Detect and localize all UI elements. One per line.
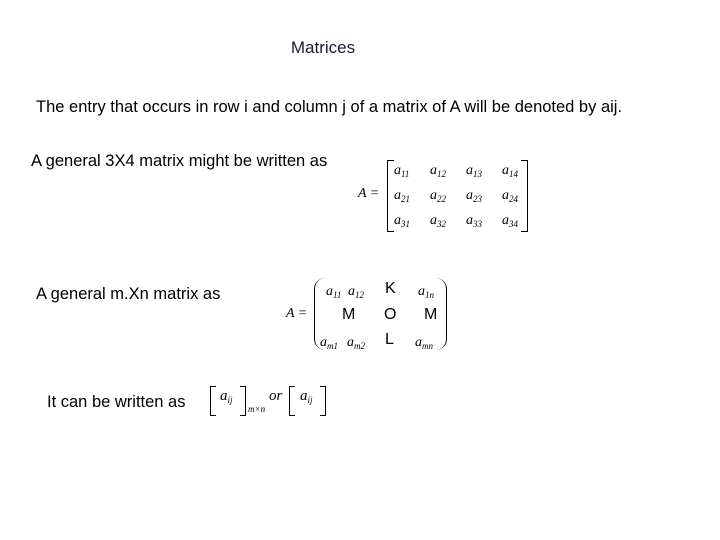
mxn-cell-a12: $a_{12}$ <box>348 284 364 300</box>
matrix-3x4-cell: $a_{33}$ <box>466 213 482 229</box>
mxn-cell-amn: $a_{mn}$ <box>415 335 433 351</box>
compact-element-2: $a_{ij}$ <box>300 388 313 405</box>
compact-left-bracket-1 <box>210 386 216 416</box>
mxn-cell-am2: $a_{m2}$ <box>347 335 365 351</box>
matrix-3x4-cell: $a_{21}$ <box>394 188 410 204</box>
compact-right-bracket-1 <box>240 386 246 416</box>
compact-left-bracket-2 <box>289 386 295 416</box>
mxn-ddots: O <box>384 306 397 323</box>
matrix-3x4-cell: $a_{34}$ <box>502 213 518 229</box>
compact-element-1: $a_{ij}$ <box>220 388 233 405</box>
matrix-3x4-right-bracket <box>521 160 528 232</box>
definition-paragraph: The entry that occurs in row i and column j of a matrix of A will be denoted by aij. <box>36 98 623 116</box>
mxn-ellipsis-row1: K <box>385 280 396 297</box>
matrix-3x4-cell: $a_{24}$ <box>502 188 518 204</box>
compact-or: or <box>269 388 283 404</box>
compact-right-bracket-2 <box>320 386 326 416</box>
mxn-cell-a11: $a_{11}$ <box>326 284 342 300</box>
matrix-mxn-lhs: A = <box>286 306 308 321</box>
matrix-3x4-cell: $a_{12}$ <box>430 163 446 179</box>
matrix-3x4-cell: $a_{22}$ <box>430 188 446 204</box>
mxn-cell-a1n: $a_{1n}$ <box>418 284 434 300</box>
mxn-vdots-coln: M <box>424 306 438 323</box>
matrix-3x4-left-bracket <box>387 160 394 232</box>
matrix-mxn-right-paren <box>436 278 447 350</box>
general-3x4-label: A general 3X4 matrix might be written as <box>31 152 328 170</box>
mxn-cell-am1: $a_{m1}$ <box>320 335 338 351</box>
matrix-3x4-cell: $a_{31}$ <box>394 213 410 229</box>
matrix-3x4-lhs: A = <box>358 186 380 201</box>
page-title: Matrices <box>290 38 356 57</box>
matrix-3x4-cell: $a_{14}$ <box>502 163 518 179</box>
matrix-3x4-cell: $a_{11}$ <box>394 163 410 179</box>
mxn-ellipsis-row3: L <box>385 331 394 348</box>
matrix-3x4-cell: $a_{23}$ <box>466 188 482 204</box>
compact-dimension: m×n <box>248 404 266 414</box>
matrix-3x4-cell: $a_{13}$ <box>466 163 482 179</box>
compact-label: It can be written as <box>47 393 186 411</box>
mxn-vdots-col1: M <box>342 306 356 323</box>
matrix-3x4-cell: $a_{32}$ <box>430 213 446 229</box>
general-mxn-label: A general m.Xn matrix as <box>36 285 221 303</box>
